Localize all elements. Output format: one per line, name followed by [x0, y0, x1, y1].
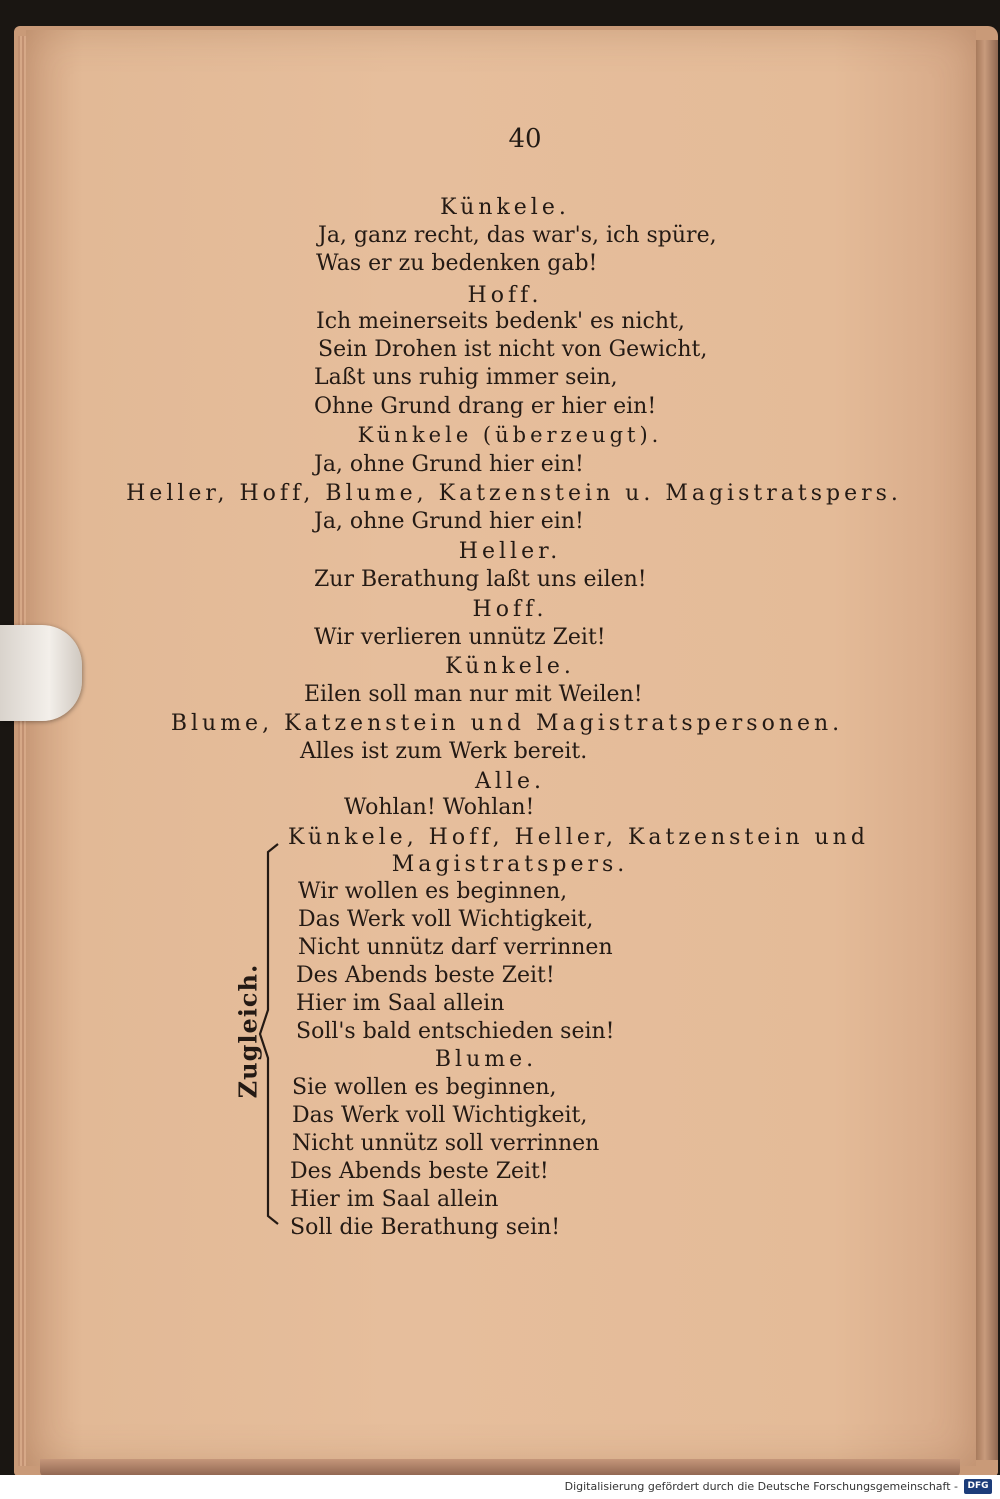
- verse-line: Was er zu bedenken gab!: [316, 251, 598, 276]
- page-tab-marker: [0, 625, 82, 721]
- verse-line: Nicht unnütz darf verrinnen: [298, 935, 613, 960]
- verse-line: Ja, ganz recht, das war's, ich spüre,: [318, 223, 717, 248]
- simultaneous-label: [228, 963, 268, 1099]
- speaker-line: Heller.: [458, 539, 562, 564]
- verse-line: Soll's bald entschieden sein!: [296, 1019, 615, 1044]
- verse-line: Wohlan! Wohlan!: [344, 795, 535, 820]
- speaker-line: Künkele.: [440, 195, 570, 220]
- dfg-logo: DFG: [964, 1479, 992, 1494]
- verse-line: Hier im Saal allein: [290, 1187, 499, 1212]
- page-number: 40: [508, 124, 542, 154]
- speaker-line: Künkele (überzeugt).: [357, 423, 663, 447]
- verse-line: Hier im Saal allein: [296, 991, 505, 1016]
- verse-line: Ich meinerseits bedenk' es nicht,: [316, 309, 685, 334]
- verse-line: Ohne Grund drang er hier ein!: [314, 394, 657, 419]
- verse-line: Wir verlieren unnütz Zeit!: [314, 625, 606, 650]
- simultaneous-label-text: Zugleich.: [233, 963, 263, 1099]
- verse-line: Wir wollen es beginnen,: [298, 879, 568, 904]
- verse-line: Sein Drohen ist nicht von Gewicht,: [318, 337, 708, 362]
- verse-line: Des Abends beste Zeit!: [290, 1159, 549, 1184]
- speaker-line: Alle.: [475, 769, 545, 794]
- verse-line: Laßt uns ruhig immer sein,: [314, 365, 618, 390]
- speaker-line: Künkele, Hoff, Heller, Katzenstein und: [288, 825, 869, 850]
- speaker-line: Magistratspers.: [391, 852, 629, 877]
- verse-line: Das Werk voll Wichtigkeit,: [298, 907, 594, 932]
- verse-line: Nicht unnütz soll verrinnen: [292, 1131, 600, 1156]
- digitization-credit: Digitalisierung gefördert durch die Deutsche Forschungsgemeinschaft -: [564, 1480, 958, 1493]
- speaker-line: Heller, Hoff, Blume, Katzenstein u. Magistratspers.: [126, 481, 902, 506]
- speaker-line: Künkele.: [445, 654, 575, 679]
- speaker-line: Hoff.: [472, 597, 548, 622]
- verse-line: Sie wollen es beginnen,: [292, 1075, 557, 1100]
- verse-line: Zur Berathung laßt uns eilen!: [314, 567, 647, 592]
- speaker-line: Hoff.: [467, 283, 543, 308]
- verse-line: Das Werk voll Wichtigkeit,: [292, 1103, 588, 1128]
- verse-line: Ja, ohne Grund hier ein!: [314, 509, 584, 534]
- speaker-line: Blume, Katzenstein und Magistratspersonen.: [170, 711, 844, 736]
- verse-line: Des Abends beste Zeit!: [296, 963, 555, 988]
- verse-line: Soll die Berathung sein!: [290, 1215, 561, 1240]
- speaker-line: Blume.: [434, 1047, 538, 1072]
- footer-bar: [0, 1475, 1000, 1499]
- verse-line: Eilen soll man nur mit Weilen!: [304, 682, 643, 707]
- page-edges-right: [976, 40, 998, 1460]
- verse-line: Ja, ohne Grund hier ein!: [314, 452, 584, 477]
- verse-line: Alles ist zum Werk bereit.: [300, 739, 588, 764]
